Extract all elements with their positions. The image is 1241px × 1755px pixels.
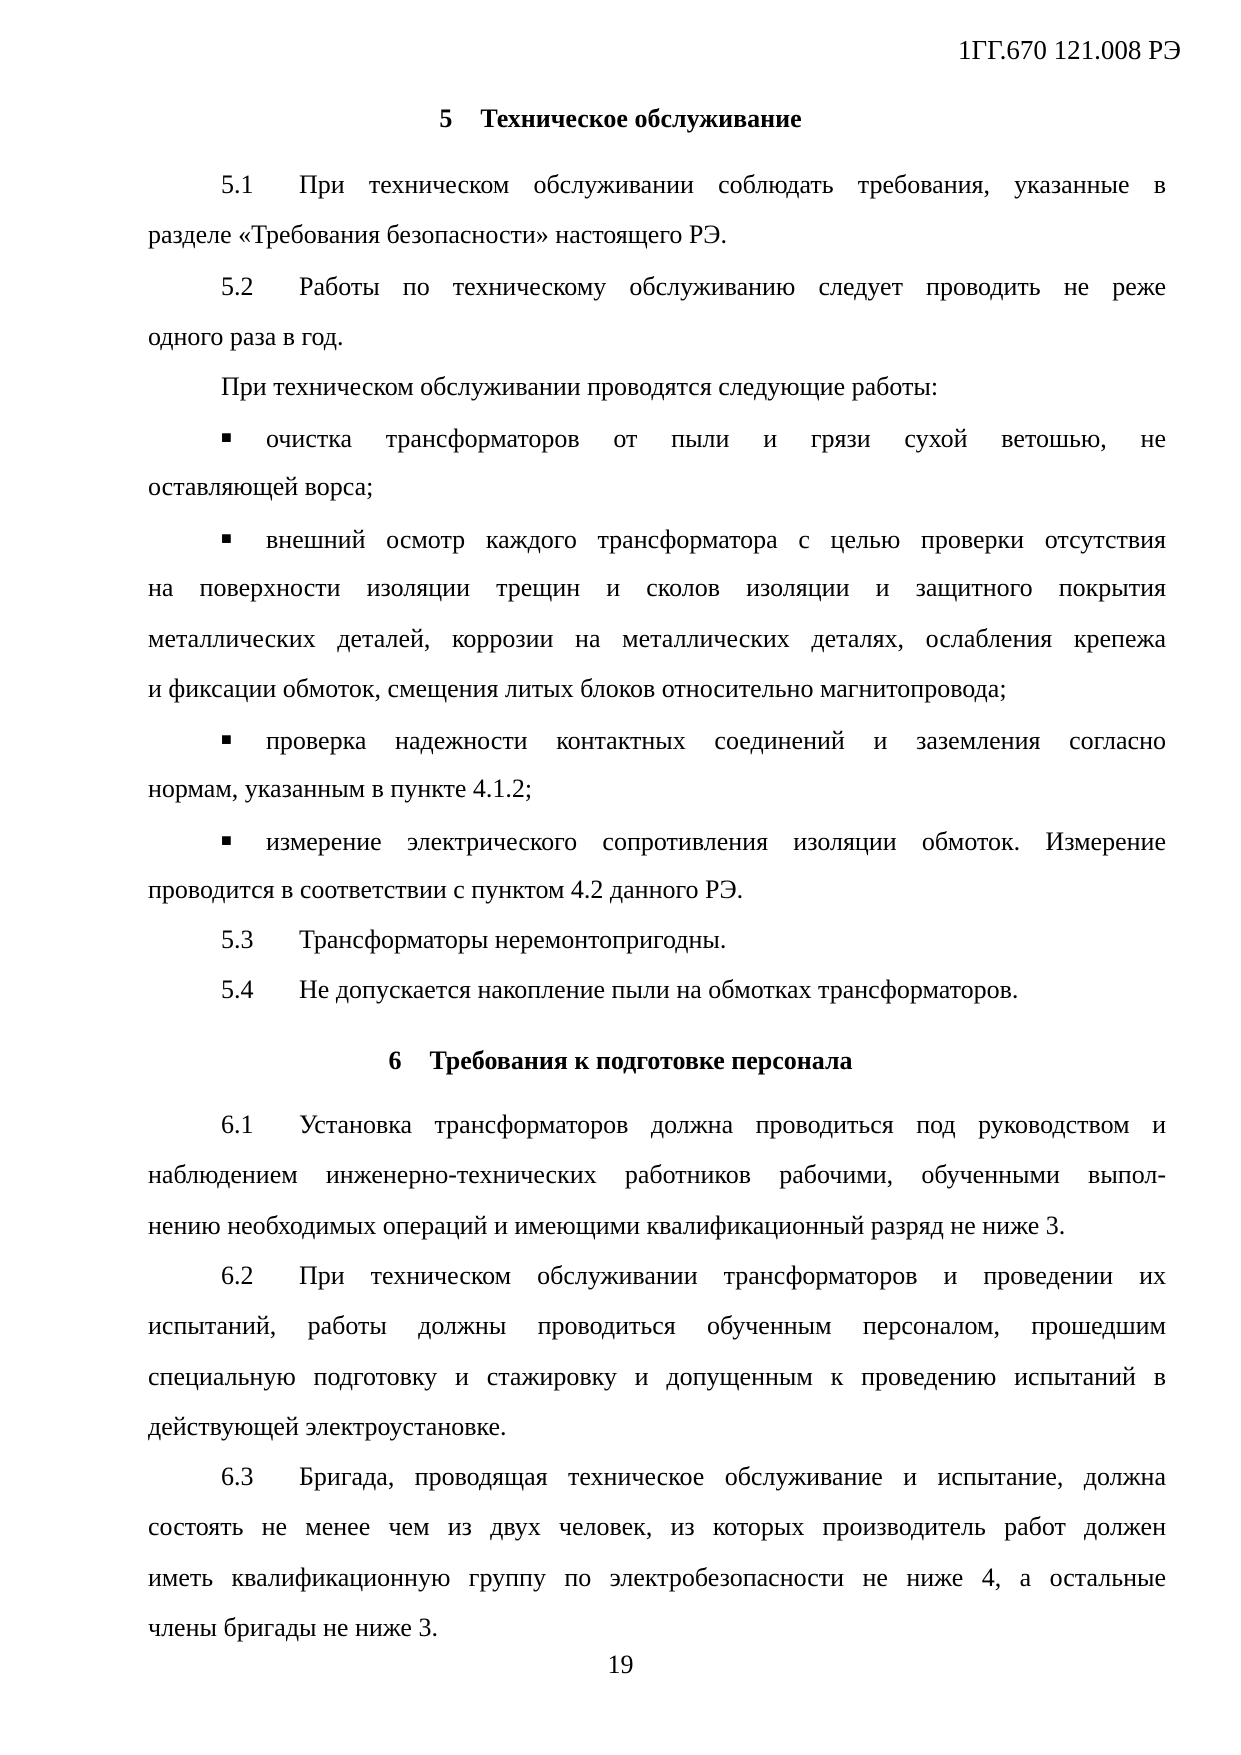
text-line: испытаний, работы должны проводиться обученным персоналом, прошедшим (148, 1311, 1166, 1341)
text-line: 5.2 Работы по техническому обслуживанию следует проводить не реже (148, 262, 1166, 312)
text-line: нению необходимых операций и имеющими квалификационный разряд не ниже 3. (148, 1210, 1066, 1240)
text-line: члены бригады не ниже 3. (148, 1612, 438, 1642)
text-line: наблюдением инженерно-технических работников рабочими, обученными выпол- (148, 1160, 1166, 1190)
text-line: состоять не менее чем из двух человек, из которых производитель работ должен (148, 1512, 1166, 1542)
section-title: Требования к подготовке персонала (429, 1046, 853, 1075)
document-code: 1ГГ.670 121.008 РЭ (957, 35, 1181, 65)
text-line: одного раза в год. (148, 322, 344, 352)
text-line: оставляющей ворса; (148, 472, 374, 502)
paragraph-6-3 (148, 1452, 1166, 1653)
paragraph-number: 5.4 (221, 975, 254, 1004)
bullet-item-3 (148, 714, 1166, 815)
bullet-icon: ■ (221, 528, 232, 548)
text-line: При техническом обслуживании проводятся следующие работы: (221, 372, 939, 401)
paragraph-number: 6.1 (221, 1110, 254, 1139)
text-line: 5.3 Трансформаторы неремонтопригодны. (148, 915, 1166, 965)
paragraph-6-2 (148, 1251, 1166, 1452)
text-line: 5.4 Не допускается накопление пыли на обмотках трансформаторов. (148, 965, 1166, 1015)
works-intro (148, 362, 1166, 412)
paragraph-number: 6.2 (221, 1261, 254, 1290)
section-5-heading (0, 104, 1241, 134)
text-line: на поверхности изоляции трещин и сколов изоляции и защитного покрытия (148, 573, 1166, 603)
text-line: специальную подготовку и стажировку и допущенным к проведению испытаний в (148, 1361, 1166, 1391)
text-line: 5.1 При техническом обслуживании соблюдать требования, указанные в (148, 160, 1166, 210)
bullet-item-1 (148, 412, 1166, 513)
bullet-item-2 (148, 513, 1166, 714)
text-line: ■ измерение электрического сопротивления изоляции обмоток. Измерение (148, 815, 1166, 865)
text-line: ■ внешний осмотр каждого трансформатора с целью проверки отсутствия (148, 513, 1166, 563)
bullet-icon: ■ (221, 830, 232, 850)
text-line: нормам, указанным в пункте 4.1.2; (148, 774, 533, 804)
text-line: действующей электроустановке. (148, 1411, 507, 1441)
text-line: металлических деталей, коррозии на металлических деталях, ослабления крепежа (148, 623, 1166, 653)
paragraph-number: 5.3 (221, 925, 254, 954)
text-line: иметь квалификационную группу по электробезопасности не ниже 4, а остальные (148, 1562, 1166, 1592)
text-line: проводится в соответствии с пунктом 4.2 данного РЭ. (148, 875, 744, 905)
paragraph-number: 5.2 (221, 272, 254, 301)
paragraph-5-4 (148, 965, 1166, 1015)
text-line: 6.1 Установка трансформаторов должна проводиться под руководством и (148, 1100, 1166, 1150)
paragraph-number: 5.1 (221, 170, 254, 199)
paragraph-5-3 (148, 915, 1166, 965)
text-line: ■ очистка трансформаторов от пыли и грязи сухой ветошью, не (148, 412, 1166, 462)
text-line: 6.3 Бригада, проводящая техническое обслуживание и испытание, должна (148, 1452, 1166, 1502)
paragraph-number: 6.3 (221, 1462, 254, 1491)
text-line: 6.2 При техническом обслуживании трансформаторов и проведении их (148, 1251, 1166, 1301)
section-title: Техническое обслуживание (480, 104, 802, 133)
bullet-item-4 (148, 815, 1166, 916)
bullet-icon: ■ (221, 729, 232, 749)
section-number: 6 (388, 1046, 402, 1075)
section-6-heading (0, 1046, 1241, 1076)
paragraph-5-2 (148, 262, 1166, 363)
paragraph-6-1 (148, 1100, 1166, 1251)
text-line: разделе «Требования безопасности» настоящего РЭ. (148, 220, 727, 250)
section-number: 5 (439, 104, 453, 133)
paragraph-5-1 (148, 160, 1166, 261)
text-line: и фиксации обмоток, смещения литых блоков относительно магнитопровода; (148, 673, 1007, 703)
bullet-icon: ■ (221, 427, 232, 447)
text-line: ■ проверка надежности контактных соединений и заземления согласно (148, 714, 1166, 764)
page-number: 19 (607, 1650, 634, 1679)
